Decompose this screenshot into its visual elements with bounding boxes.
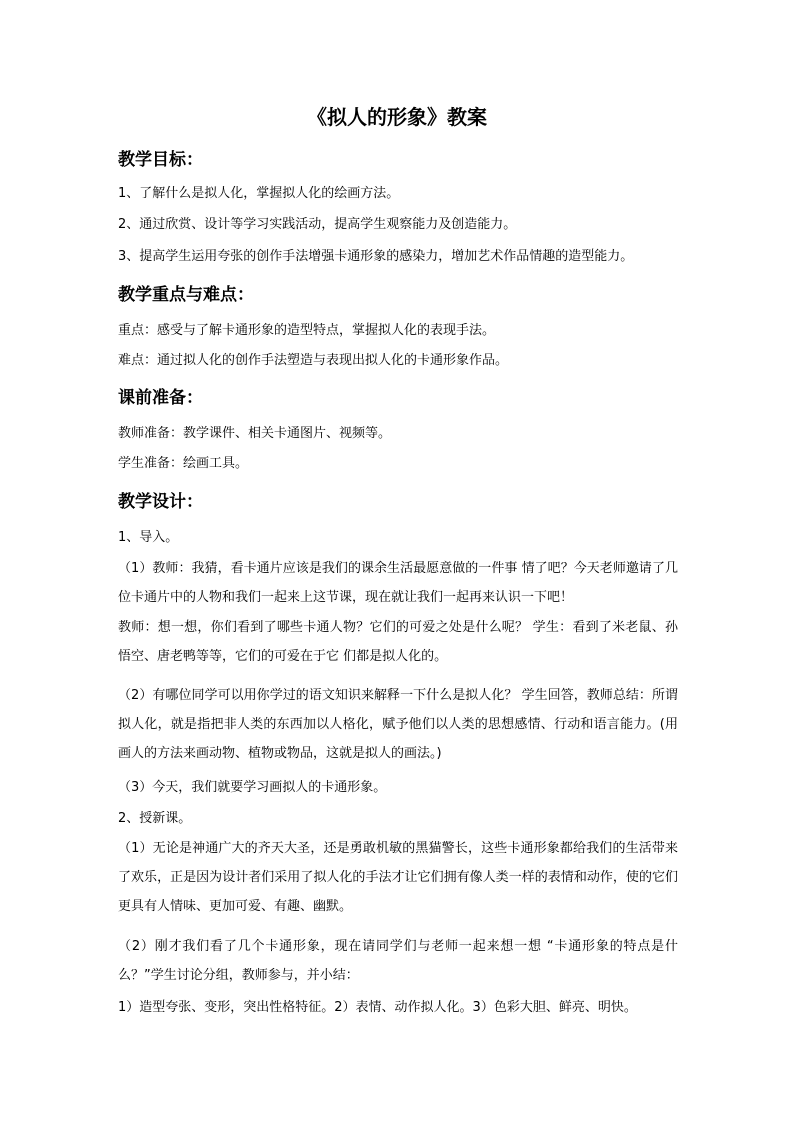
preparation-item-2: 学生准备：绘画工具。 bbox=[118, 456, 249, 471]
design-paragraph-9: 1）造型夸张、变形，突出性格特征。2）表情、动作拟人化。3）色彩大胆、鲜亮、明快。 bbox=[118, 1000, 637, 1015]
design-paragraph-1: 1、导入。 bbox=[118, 530, 179, 545]
heading-objectives: 教学目标： bbox=[118, 150, 203, 170]
design-paragraph-6: 2、授新课。 bbox=[118, 811, 192, 826]
key-point-item-2: 难点：通过拟人化的创作手法塑造与表现出拟人化的卡通形象作品。 bbox=[118, 353, 509, 368]
preparation-item-1: 教师准备：教学课件、相关卡通图片、视频等。 bbox=[118, 426, 392, 441]
objective-item-1: 1、了解什么是拟人化，掌握拟人化的绘画方法。 bbox=[118, 186, 400, 201]
document-title: 《拟人的形象》教案 bbox=[307, 105, 487, 129]
design-paragraph-2: （1）教师：我猜，看卡通片应该是我们的课余生活最愿意做的一件事 情了吧？今天老师邀请了几位卡通片中的人物和我们一起来上这节课，现在就让我们一起再来认识一下吧！ bbox=[118, 561, 678, 605]
objective-item-2: 2、通过欣赏、设计等学习实践活动，提高学生观察能力及创造能力。 bbox=[118, 217, 517, 232]
heading-preparation: 课前准备： bbox=[118, 388, 203, 408]
objective-item-3: 3、提高学生运用夸张的创作手法增强卡通形象的感染力，增加艺术作品情趣的造型能力。 bbox=[118, 249, 634, 264]
design-paragraph-7: （1）无论是神通广大的齐天大圣，还是勇敢机敏的黑猫警长，这些卡通形象都给我们的生活带来了欢乐，正是因为设计者们采用了拟人化的手法才让它们拥有像人类一样的表情和动作，使的它们更具有人情味、更加可爱、有趣、幽默。 bbox=[118, 841, 678, 914]
heading-design: 教学设计： bbox=[118, 492, 203, 512]
design-paragraph-8: （2）刚才我们看了几个卡通形象，现在请同学们与老师一起来想一想 “卡通形象的特点是什么？”学生讨论分组，教师参与，并小结： bbox=[118, 939, 678, 983]
design-paragraph-4: （2）有哪位同学可以用你学过的语文知识来解释一下什么是拟人化？ 学生回答，教师总结：所谓拟人化，就是指把非人类的东西加以人格化，赋予他们以人类的思想感情、行动和语言能力。(用画人的方法来画动物、植物或物品，这就是拟人的画法。) bbox=[118, 688, 678, 761]
key-point-item-1: 重点：感受与了解卡通形象的造型特点，掌握拟人化的表现手法。 bbox=[118, 323, 496, 338]
heading-key-points: 教学重点与难点： bbox=[118, 285, 254, 305]
design-paragraph-3: 教师：想一想，你们看到了哪些卡通人物？它们的可爱之处是什么呢？ 学生：看到了米老鼠、孙悟空、唐老鸭等等，它们的可爱在于它 们都是拟人化的。 bbox=[118, 620, 678, 664]
design-paragraph-5: （3）今天，我们就要学习画拟人的卡通形象。 bbox=[118, 780, 387, 795]
